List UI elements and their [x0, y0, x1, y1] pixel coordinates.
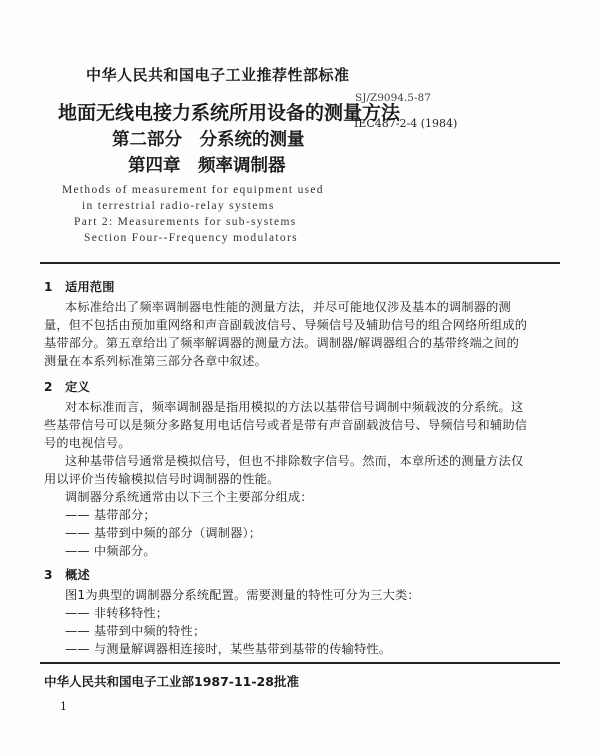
paragraph-line: 用以评价当传输模拟信号时调制器的性能。 — [44, 472, 280, 486]
chapter-title: 第四章 频率调制器 — [128, 156, 286, 176]
section-heading: 3 概述 — [44, 568, 90, 582]
paragraph-line: 本标准给出了频率调制器电性能的测量方法，并尽可能地仅涉及基本的调制器的测 — [65, 300, 511, 314]
footer-divider — [40, 662, 560, 664]
paragraph-line: 图1为典型的调制器分系统配置。需要测量的特性可分为三大类： — [65, 588, 420, 602]
header-divider — [40, 262, 560, 264]
paragraph-line: 对本标准而言，频率调制器是指用模拟的方法以基带信号调制中频载波的分系统。这 — [65, 400, 524, 414]
paragraph-line: 测量在本系列标准第三部分各章中叙述。 — [44, 354, 267, 368]
paragraph-line: 这种基带信号通常是模拟信号，但也不排除数字信号。然而，本章所述的测量方法仅 — [65, 454, 524, 468]
section-heading: 1 适用范围 — [44, 280, 115, 294]
list-item: —— 基带到中频的特性； — [65, 624, 206, 638]
list-item: —— 非转移特性； — [65, 606, 169, 620]
paragraph-line: 调制器分系统通常由以下三个主要部分组成： — [65, 490, 313, 504]
paragraph-line: 号的电视信号。 — [44, 436, 131, 450]
list-item: —— 与测量解调器相连接时，某些基带到基带的传输特性。 — [65, 642, 392, 656]
paragraph-line: 些基带信号可以是频分多路复用电话信号或者是带有声音副载波信号、导频信号和辅助信 — [44, 418, 528, 432]
paragraph-line: 基带部分。第五章给出了频率解调器的测量方法。调制器/解调器组合的基带终端之间的 — [44, 336, 520, 350]
section-heading: 2 定义 — [44, 380, 90, 394]
list-item: —— 基带到中频的部分（调制器）； — [65, 526, 262, 540]
english-title-line: in terrestrial radio-relay systems — [82, 200, 275, 212]
english-title-line: Methods of measurement for equipment used — [62, 184, 324, 196]
list-item: —— 中频部分。 — [65, 544, 156, 558]
english-title-line: Section Four--Frequency modulators — [84, 232, 298, 244]
list-item: —— 基带部分； — [65, 508, 156, 522]
english-title-line: Part 2: Measurements for sub-systems — [74, 216, 297, 228]
iec-code: IEC487-2-4 (1984) — [354, 117, 458, 130]
issuing-organization: 中华人民共和国电子工业推荐性部标准 — [86, 66, 350, 84]
paragraph-line: 量，但不包括由预加重网络和声音副载波信号、导频信号及辅助信号的组合网络所组成的 — [44, 318, 528, 332]
page-number: 1 — [60, 700, 67, 713]
approval-note: 中华人民共和国电子工业部1987-11-28批准 — [44, 674, 299, 689]
part-title: 第二部分 分系统的测量 — [112, 130, 305, 150]
standard-code: SJ/Z9094.5-87 — [355, 92, 431, 104]
document-title: 地面无线电接力系统所用设备的测量方法 — [58, 102, 401, 124]
